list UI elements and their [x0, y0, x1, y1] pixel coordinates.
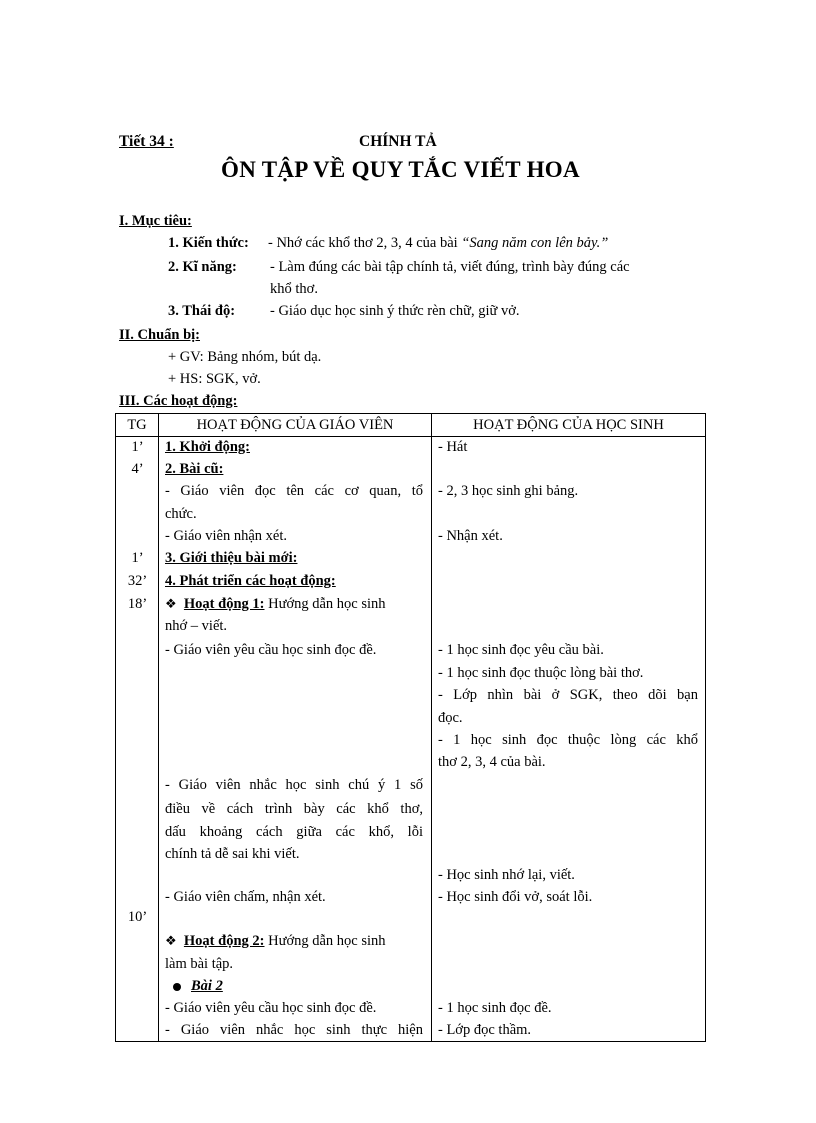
teacher-step: - Giáo viên yêu cầu học sinh đọc đề. [165, 642, 377, 658]
teacher-step: - Giáo viên nhắc học sinh chú ý 1 số [165, 777, 423, 793]
time-column [116, 437, 159, 1042]
column-header-teacher: HOẠT ĐỘNG CỦA GIÁO VIÊN [159, 414, 432, 437]
student-step: - 1 học sinh đọc yêu cầu bài. [438, 642, 604, 658]
objective-knowledge-text [268, 235, 608, 252]
teacher-step: chức. [165, 506, 197, 522]
student-step: - 1 học sinh đọc thuộc lòng bài thơ. [438, 665, 644, 681]
subject-title: CHÍNH TẢ [359, 133, 437, 150]
teacher-step: chính tả dễ sai khi viết. [165, 846, 300, 862]
objective-attitude-text: - Giáo dục học sinh ý thức rèn chữ, giữ vở. [270, 303, 520, 319]
time-value: 1’ [131, 439, 144, 455]
teacher-step: - Giáo viên chấm, nhận xét. [165, 889, 326, 905]
teacher-step: điều về cách trình bày các khổ thơ, [165, 801, 423, 817]
objective-knowledge-label: 1. Kiến thức: [168, 235, 249, 251]
heading-development: 4. Phát triển các hoạt động: [165, 573, 336, 589]
student-step: - Hát [438, 439, 468, 455]
exercise-2-label: Bài 2 [191, 978, 223, 994]
section-activities-heading: III. Các hoạt động: [119, 393, 238, 409]
diamond-bullet-icon: ❖ [165, 596, 177, 611]
objective-knowledge-body: - Nhớ các khổ thơ 2, 3, 4 của bài [268, 235, 462, 251]
time-value: 18’ [127, 596, 148, 612]
student-step: - 1 học sinh đọc thuộc lòng các khổ [438, 732, 698, 748]
student-step: - Lớp đọc thầm. [438, 1022, 532, 1038]
activity-1-title [165, 596, 386, 613]
teacher-step: - Giáo viên nhắc học sinh thực hiện [165, 1022, 423, 1038]
teacher-step: - Giáo viên đọc tên các cơ quan, tổ [165, 483, 423, 499]
student-step: - Nhận xét. [438, 528, 503, 544]
preparation-student: + HS: SGK, vở. [168, 371, 261, 387]
activity-2-label: Hoạt động 2: [183, 933, 265, 949]
time-value: 10’ [127, 909, 148, 925]
section-preparation-heading: II. Chuẩn bị: [119, 327, 200, 343]
heading-old-lesson: 2. Bài cũ: [165, 461, 224, 477]
student-step: đọc. [438, 710, 463, 726]
activity-2-desc: Hướng dẫn học sinh [264, 933, 386, 949]
activity-1-desc-line2: nhớ – viết. [165, 618, 228, 634]
activity-1-desc: Hướng dẫn học sinh [264, 596, 386, 612]
objective-attitude-label: 3. Thái độ: [168, 303, 236, 319]
round-bullet-icon [173, 983, 181, 991]
preparation-teacher: + GV: Bảng nhóm, bút dạ. [168, 349, 322, 365]
lesson-number: Tiết 34 : [119, 133, 174, 150]
column-header-time: TG [116, 414, 159, 437]
student-column [432, 437, 706, 1042]
student-step: - 1 học sinh đọc đề. [438, 1000, 552, 1016]
objective-skill-text-line2: khổ thơ. [270, 281, 318, 297]
student-step: - Lớp nhìn bài ở SGK, theo dõi bạn [438, 687, 698, 703]
activities-table [115, 413, 706, 1042]
activity-1-label: Hoạt động 1: [183, 596, 265, 612]
exercise-2-heading [173, 978, 223, 995]
objective-skill-text: - Làm đúng các bài tập chính tả, viết đúng, trình bày đúng các [270, 259, 630, 275]
teacher-step: - Giáo viên yêu cầu học sinh đọc đề. [165, 1000, 377, 1016]
student-step: - Học sinh đổi vở, soát lỗi. [438, 889, 593, 905]
table-header-row [116, 414, 706, 437]
activity-2-title [165, 933, 386, 950]
teacher-step: - Giáo viên nhận xét. [165, 528, 288, 544]
student-step: - 2, 3 học sinh ghi bảng. [438, 483, 579, 499]
activity-2-desc-line2: làm bài tập. [165, 956, 234, 972]
diamond-bullet-icon: ❖ [165, 933, 177, 948]
objective-skill-label: 2. Kĩ năng: [168, 259, 237, 275]
time-value: 32’ [127, 573, 148, 589]
time-value: 4’ [131, 461, 144, 477]
table-row [116, 437, 706, 1042]
heading-warmup: 1. Khởi động: [165, 439, 250, 455]
heading-intro: 3. Giới thiệu bài mới: [165, 550, 298, 566]
teacher-column [159, 437, 432, 1042]
section-objectives-heading: I. Mục tiêu: [119, 213, 192, 229]
teacher-step: dấu khoảng cách giữa các khổ, lỗi [165, 824, 423, 840]
page-title: ÔN TẬP VỀ QUY TẮC VIẾT HOA [221, 157, 580, 182]
student-step: - Học sinh nhớ lại, viết. [438, 867, 575, 883]
time-value: 1’ [131, 550, 144, 566]
student-step: thơ 2, 3, 4 của bài. [438, 754, 546, 770]
poem-title-quote: “Sang năm con lên bảy.” [461, 235, 609, 251]
column-header-student: HOẠT ĐỘNG CỦA HỌC SINH [432, 414, 706, 437]
